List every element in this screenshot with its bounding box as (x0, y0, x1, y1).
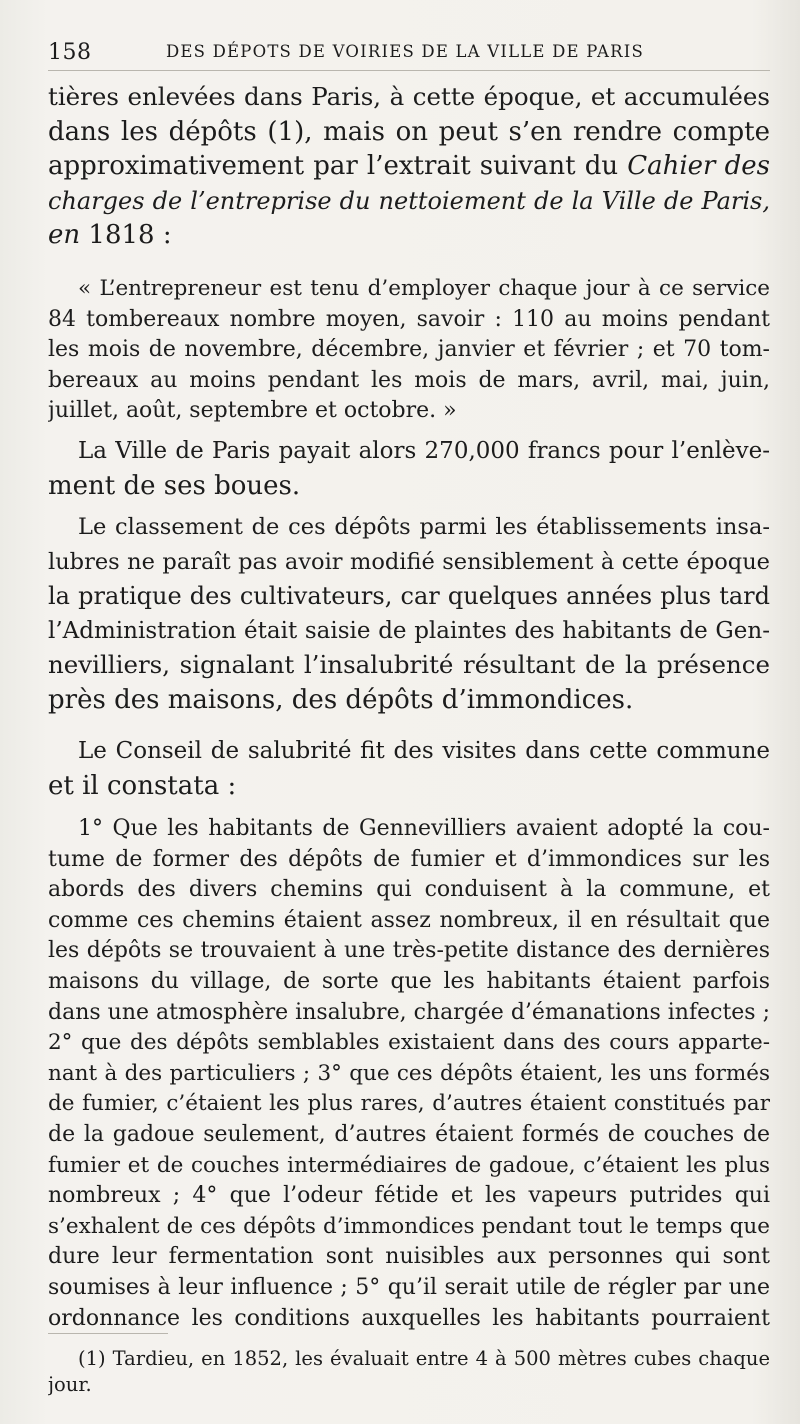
text-line: nevilliers, signalant l’insalubrité résultant de la présence (48, 650, 770, 680)
findings-line: abords des divers chemins qui conduisent à la commune, et (48, 877, 770, 903)
paragraph-3 (48, 510, 770, 718)
text-line: tières enlevées dans Paris, à cette époque, et accumulées (48, 82, 770, 111)
footnote-line: (1) Tardieu, en 1852, les évaluait entre 4 à 500 mètres cubes chaque (78, 1347, 770, 1370)
findings-line: comme ces chemins étaient assez nombreux, il en résultait que (48, 907, 770, 933)
text-span: approximativement par l’extrait suivant du (48, 151, 628, 182)
text-line: Le Conseil de salubrité fit des visites dans cette commune (78, 738, 770, 764)
findings-line: de fumier, c’étaient les plus rares, d’autres étaient constitués par (48, 1091, 770, 1117)
paragraph-2 (48, 434, 770, 503)
text-line: près des maisons, des dépôts d’immondices. (48, 684, 634, 715)
page-number: 158 (48, 40, 92, 65)
quote-line: 84 tombereaux nombre moyen, savoir : 110 au moins pendant (48, 306, 770, 332)
footnote (48, 1346, 770, 1398)
findings-line: nant à des particuliers ; 3° que ces dépôts étaient, les uns formés (48, 1060, 770, 1086)
text-line: Le classement de ces dépôts parmi les établissements insa- (78, 514, 770, 540)
text-line: la pratique des cultivateurs, car quelques années plus tard (48, 582, 770, 611)
findings-block (48, 814, 770, 1334)
findings-line: les dépôts se trouvaient à une très-petite distance des dernières (48, 938, 770, 964)
text-line (48, 218, 770, 253)
page-header (48, 38, 770, 68)
italic-span: en (48, 220, 81, 251)
text-line: lubres ne paraît pas avoir modifié sensiblement à cette époque (48, 548, 770, 575)
quote-line: bereaux au moins pendant les mois de mars, avril, mai, juin, (48, 367, 770, 393)
italic-title-span: Cahier des (627, 151, 770, 182)
header-rule (48, 70, 770, 71)
findings-line: maisons du village, de sorte que les habitants étaient parfois (48, 968, 770, 994)
quote-line: juillet, août, septembre et octobre. » (48, 398, 457, 424)
text-line: et il constata : (48, 770, 237, 801)
findings-line: de la gadoue seulement, d’autres étaient formés de couches de (48, 1121, 770, 1147)
running-title: DES DÉPOTS DE VOIRIES DE LA VILLE DE PARIS (166, 42, 644, 61)
findings-line: dans une atmosphère insalubre, chargée d’émanations infectes ; (48, 999, 770, 1025)
italic-title-line: charges de l’entreprise du nettoiement de la Ville de Paris, (48, 186, 770, 215)
findings-line: dure leur fermentation sont nuisibles aux personnes qui sont (48, 1244, 770, 1270)
paragraph-1 (48, 80, 770, 253)
quotation-block (48, 274, 770, 427)
text-line: dans les dépôts (1), mais on peut s’en rendre compte (48, 116, 770, 147)
findings-line: fumier et de couches intermédiaires de gadoue, c’étaient les plus (48, 1152, 770, 1178)
text-line: La Ville de Paris payait alors 270,000 francs pour l’enlève- (78, 438, 770, 464)
findings-line: 2° que des dépôts semblables existaient dans des cours apparte- (48, 1030, 770, 1056)
text-line: l’Administration était saisie de plaintes des habitants de Gen- (48, 617, 770, 644)
findings-line: 1° Que les habitants de Gennevilliers avaient adopté la cou- (78, 816, 770, 841)
findings-line: s’exhalent de ces dépôts d’immondices pendant tout le temps que (48, 1213, 770, 1239)
quote-line: les mois de novembre, décembre, janvier et février ; et 70 tom- (48, 337, 770, 363)
quote-line: « L’entrepreneur est tenu d’employer chaque jour à ce service (78, 276, 770, 301)
findings-line: ordonnance les conditions auxquelles les habitants pourraient (48, 1305, 770, 1331)
findings-line: tume de former des dépôts de fumier et d’immondices sur les (48, 846, 770, 872)
text-line: ment de ses boues. (48, 470, 301, 501)
paragraph-4 (48, 734, 770, 803)
footnote-rule (48, 1333, 168, 1334)
findings-line: nombreux ; 4° que l’odeur fétide et les vapeurs putrides qui (48, 1183, 770, 1209)
year-span: 1818 : (80, 220, 172, 251)
findings-line: soumises à leur influence ; 5° qu’il serait utile de régler par une (48, 1274, 770, 1300)
text-line (48, 149, 770, 184)
footnote-line: jour. (48, 1373, 92, 1396)
